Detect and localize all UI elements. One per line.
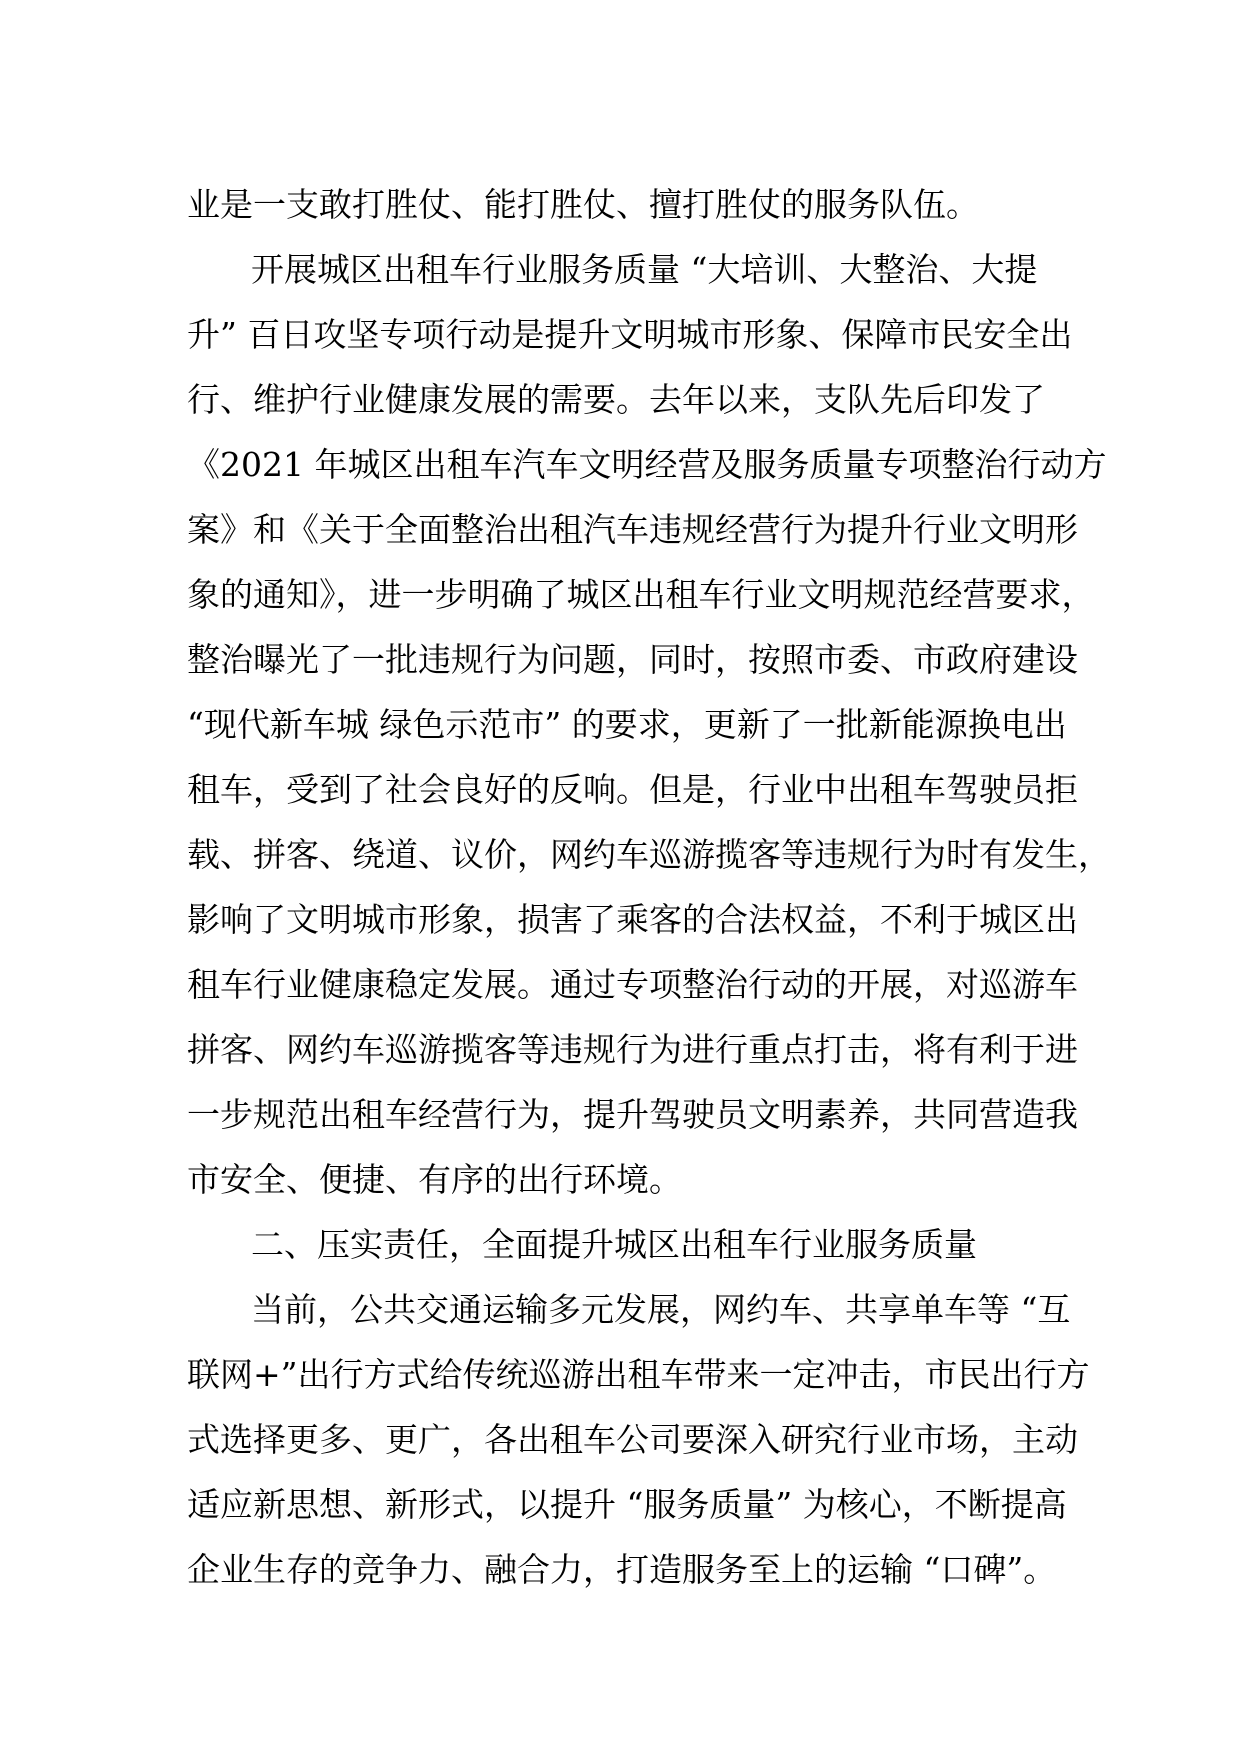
text-line: 开展城区出租车行业服务质量 “大培训、大整治、大提 [251,250,1038,289]
section-heading: 二、压实责任，全面提升城区出租车行业服务质量 [251,1225,977,1264]
text-line: 整治曝光了一批违规行为问题，同时，按照市委、市政府建设 [187,640,1078,679]
text-line: 拼客、网约车巡游揽客等违规行为进行重点打击，将有利于进 [187,1030,1078,1069]
text-line: 象的通知》，进一步明确了城区出租车行业文明规范经营要求， [187,575,1095,614]
body-text [187,172,1111,1602]
text-line: 租车，受到了社会良好的反响。但是，行业中出租车驾驶员拒 [187,770,1078,809]
text-line: 载、拼客、绕道、议价，网约车巡游揽客等违规行为时有发生， [187,835,1111,874]
text-line: 行、维护行业健康发展的需要。去年以来，支队先后印发了 [187,380,1045,419]
text-line: 联网+”出行方式给传统巡游出租车带来一定冲击，市民出行方 [187,1355,1090,1394]
text-line: 式选择更多、更广，各出租车公司要深入研究行业市场，主动 [187,1420,1078,1459]
text-line: 适应新思想、新形式，以提升 “服务质量” 为核心，不断提高 [187,1485,1067,1524]
text-line: 业是一支敢打胜仗、能打胜仗、擅打胜仗的服务队伍。 [187,185,979,224]
text-line: 当前，公共交通运输多元发展，网约车、共享单车等 “互 [251,1290,1071,1329]
text-line: 企业生存的竞争力、融合力，打造服务至上的运输 “口碑”。 [187,1550,1057,1589]
text-line: 一步规范出租车经营行为，提升驾驶员文明素养，共同营造我 [187,1095,1078,1134]
text-line: 市安全、便捷、有序的出行环境。 [187,1160,682,1199]
text-line: 租车行业健康稳定发展。通过专项整治行动的开展，对巡游车 [187,965,1078,1004]
text-line: 升” 百日攻坚专项行动是提升文明城市形象、保障市民安全出 [187,315,1073,354]
text-line: 影响了文明城市形象，损害了乘客的合法权益，不利于城区出 [187,900,1078,939]
text-line: 《2021 年城区出租车汽车文明经营及服务质量专项整治行动方 [187,445,1107,484]
text-line: “现代新车城 绿色示范市” 的要求，更新了一批新能源换电出 [187,705,1067,744]
text-line: 案》和《关于全面整治出租汽车违规经营行为提升行业文明形 [187,510,1078,549]
